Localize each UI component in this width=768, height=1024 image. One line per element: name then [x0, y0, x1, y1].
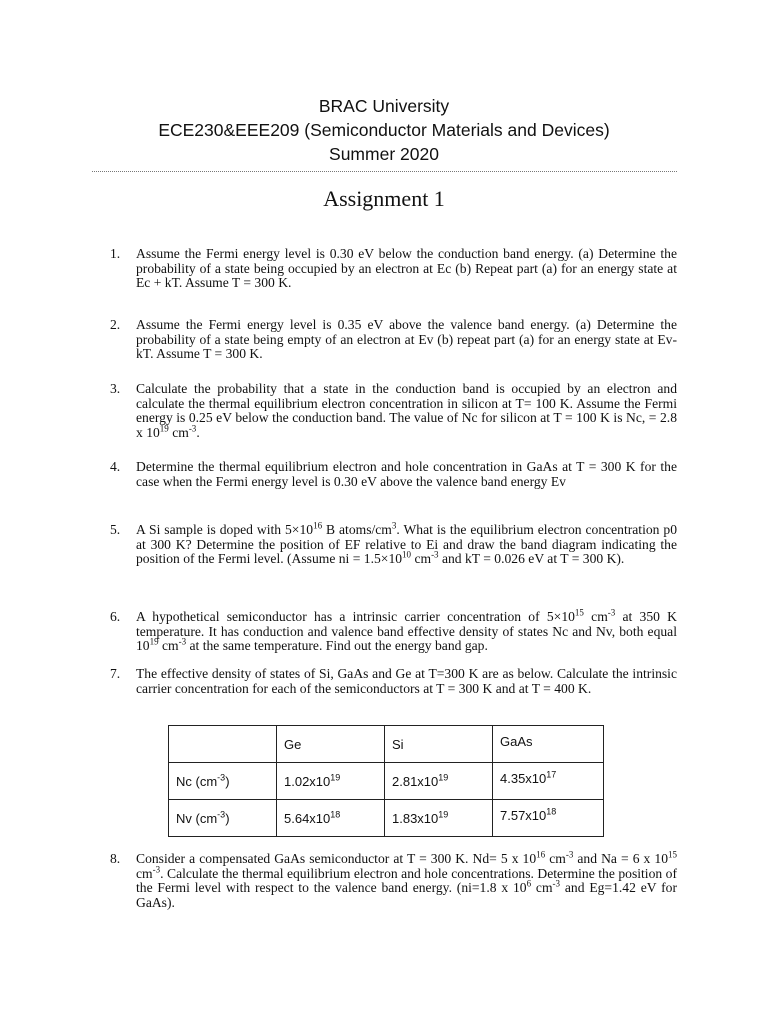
question-text: Calculate the probability that a state in the conduction band is occupied by an electron and calculate the thermal equilibrium electron concentration in silicon at T= 100 K. Assume the Fermi energy is 0.25 eV below the conduction band. The value of Nc for silicon at T = 100 K is Nc, = 2.8 x $10^{19}$ $cm^{-3}$.	[136, 381, 677, 440]
question-8	[110, 849, 677, 910]
table-header-row	[169, 726, 604, 763]
question-number: 7.	[110, 666, 121, 681]
question-text: Consider a compensated GaAs semiconductor at T = 300 K. Nd= 5 x $10^{16}$ $cm^{-3}$ and Na = 6 x $10^{15}$ $cm^{-3}$. Calculate the thermal equilibrium electron and hole concentrations. Determine the position of the Fermi level with respect to the valence band energy. (ni=1.8 x $10^6$ $cm^{-3}$ and Eg=1.42 eV for GaAs).	[136, 849, 677, 910]
table-cell: $4.35x10^{17}$	[493, 763, 604, 800]
table-cell: Nv $(cm^{-3})$	[169, 800, 277, 837]
question-text: Determine the thermal equilibrium electron and hole concentration in GaAs at T = 300 K for the case when the Fermi energy level is 0.30 eV above the valence band energy Ev	[136, 459, 677, 489]
question-4	[110, 460, 677, 489]
question-text: Assume the Fermi energy level is 0.35 eV above the valence band energy. (a) Determine the probability of a state being empty of an electron at Ev (b) repeat part (a) for an energy state at Ev- kT. Assume T = 300 K.	[136, 317, 677, 362]
question-2	[110, 318, 677, 362]
table-row	[169, 800, 604, 837]
question-text: Assume the Fermi energy level is 0.30 eV below the conduction band energy. (a) Determine the probability of a state being occupied by an electron at Ec (b) Repeat part (a) for an energy state at Ec + kT. Assume T = 300 K.	[136, 246, 677, 291]
question-3	[110, 382, 677, 440]
table-cell: $7.57x10^{18}$	[493, 800, 604, 837]
table-cell: $1.02x10^{19}$	[277, 763, 385, 800]
table-cell	[169, 726, 277, 763]
header-divider	[92, 171, 677, 172]
table-cell: $5.64x10^{18}$	[277, 800, 385, 837]
question-number: 8.	[110, 851, 121, 866]
question-number: 5.	[110, 522, 121, 537]
table-cell: $2.81x10^{19}$	[385, 763, 493, 800]
table-cell: Si	[385, 726, 493, 763]
table-cell: $1.83x10^{19}$	[385, 800, 493, 837]
question-number: 2.	[110, 317, 121, 332]
density-of-states-table	[168, 725, 604, 837]
question-7	[110, 667, 677, 696]
question-text: A hypothetical semiconductor has a intrinsic carrier concentration of $5\times 10^{15}$ $cm^{-3}$ at 350 K temperature. It has conduction and valence band effective density of states Nc and Nv, both equal $10^{19}$ $cm^{-3}$ at the same temperature. Find out the energy band gap.	[136, 607, 677, 654]
question-text: A Si sample is doped with $5\times 10^{16}$ B atoms/$cm^3$. What is the equilibrium electron concentration p0 at 300 K? Determine the position of EF relative to Ei and draw the band diagram indicating the position of the Fermi level. (Assume ni = $1.5\times 10^{10}$ $cm^{-3}$ and kT = 0.026 eV at T = 300 K).	[136, 520, 677, 567]
question-6	[110, 607, 677, 654]
university-name: BRAC University	[318, 96, 450, 116]
document-header	[0, 94, 768, 166]
course-title: ECE230&EEE209 (Semiconductor Materials and Devices)	[158, 120, 610, 140]
question-number: 4.	[110, 459, 121, 474]
question-text: The effective density of states of Si, GaAs and Ge at T=300 K are as below. Calculate the intrinsic carrier concentration for each of the semiconductors at T = 300 K and at T = 400 K.	[136, 666, 677, 696]
assignment-title: Assignment 1	[323, 186, 445, 211]
question-number: 6.	[110, 609, 121, 624]
table-cell: GaAs	[493, 726, 604, 763]
question-number: 3.	[110, 381, 121, 396]
table-cell: Nc $(cm^{-3})$	[169, 763, 277, 800]
term: Summer 2020	[329, 144, 439, 164]
question-1	[110, 247, 677, 291]
table-row	[169, 763, 604, 800]
question-5	[110, 520, 677, 567]
table-cell: Ge	[277, 726, 385, 763]
question-number: 1.	[110, 246, 121, 261]
